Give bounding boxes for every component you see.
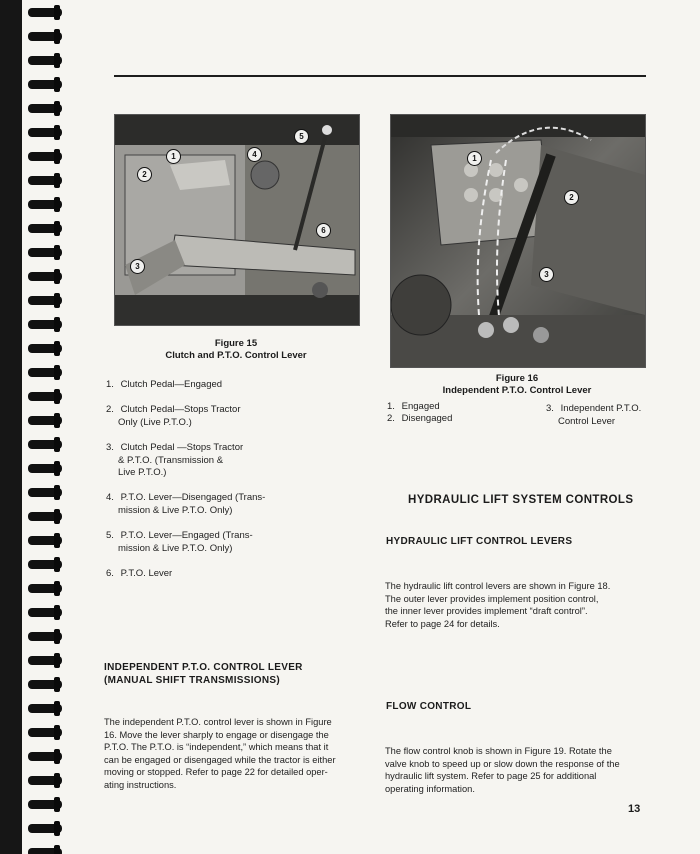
legend-item [546,403,641,428]
legend-item-number: 3. [546,403,554,414]
legend-item-number: 2. [106,404,114,415]
legend-item-number: 4. [106,492,114,503]
figure-15-callout: 1 [166,149,181,164]
figure-15-callout: 6 [316,223,331,238]
binding-ring [28,416,62,425]
legend-item-text: Clutch Pedal —Stops Tractor [120,442,244,453]
legend-item-number: 2. [387,413,395,424]
binding-ring [28,632,62,641]
binding-ring [28,608,62,617]
flow-control-paragraph [385,745,643,795]
paragraph-line: operating information. [385,783,475,794]
binding-ring [28,440,62,449]
binding-ring [28,320,62,329]
binding-ring [28,776,62,785]
paragraph-line: The outer lever provides implement position control, [385,593,599,604]
hydraulic-levers-heading: HYDRAULIC LIFT CONTROL LEVERS [386,536,573,547]
paragraph-line: Refer to page 24 for details. [385,618,500,629]
paragraph-line: ating instructions. [104,779,177,790]
legend-item-text: Only (Live P.T.O.) [118,416,192,428]
paragraph-line: The hydraulic lift control levers are shown in Figure 18. [385,581,611,591]
binding-ring [28,824,62,833]
paragraph-line: valve knob to speed up or slow down the response of the [385,758,620,769]
binding-ring [28,80,62,89]
figure-16-caption [390,373,644,397]
flow-control-heading: FLOW CONTROL [386,701,472,712]
binding-ring [28,680,62,689]
figure-15-callout: 5 [294,129,309,144]
pto-heading-line: INDEPENDENT P.T.O. CONTROL LEVER [104,662,303,673]
hydraulic-lift-heading: HYDRAULIC LIFT SYSTEM CONTROLS [408,494,634,506]
legend-item-text: P.T.O. Lever—Engaged (Trans- [120,530,253,541]
legend-item [106,442,243,480]
top-rule [114,75,646,77]
spiral-binding [0,0,66,854]
binding-ring [28,728,62,737]
figure-15-callout: 3 [130,259,145,274]
legend-item-text: Independent P.T.O. [560,403,642,414]
paragraph-line: The flow control knob is shown in Figure 19. Rotate the [385,746,612,756]
binding-ring [28,104,62,113]
binding-ring [28,488,62,497]
binding-ring [28,296,62,305]
legend-item [106,530,253,555]
figure-16-callout: 3 [539,267,554,282]
legend-item-number: 1. [387,401,395,412]
binding-ring [28,464,62,473]
legend-item-text: mission & Live P.T.O. Only) [118,542,233,554]
legend-item [106,404,241,429]
binding-ring [28,224,62,233]
legend-item [106,492,265,517]
binding-ring [28,536,62,545]
binding-ring [28,344,62,353]
paragraph-line: moving or stopped. Refer to page 22 for detailed oper- [104,767,328,778]
pto-heading-line: (MANUAL SHIFT TRANSMISSIONS) [104,675,280,686]
paragraph-line: the inner lever provides implement “draft control”. [385,606,588,617]
legend-item [106,379,222,392]
binding-ring [28,656,62,665]
figure-16-photo [390,114,646,368]
binding-ring [28,560,62,569]
legend-item-text: Clutch Pedal—Stops Tractor [120,404,241,415]
figure-16-title: Independent P.T.O. Control Lever [442,385,592,396]
legend-item-number: 1. [106,379,114,390]
binding-ring [28,368,62,377]
paragraph-line: hydraulic lift system. Refer to page 25 for additional [385,771,597,782]
binding-ring [28,800,62,809]
legend-item [106,568,172,581]
binding-ring [28,56,62,65]
binding-ring [28,752,62,761]
binding-ring [28,848,62,854]
figure-15-callout: 4 [247,147,262,162]
binding-ring [28,704,62,713]
figure-15-callout: 2 [137,167,152,182]
binding-ring [28,200,62,209]
binding-ring [28,512,62,521]
figure-16-callout: 2 [564,190,579,205]
legend-item-text: Clutch Pedal—Engaged [120,379,223,390]
binding-ring [28,8,62,17]
binding-ring [28,32,62,41]
binding-ring [28,128,62,137]
figure-15-number: Figure 15 [214,338,258,349]
legend-item-number: 5. [106,530,114,541]
figure-15-title: Clutch and P.T.O. Control Lever [165,350,307,361]
legend-item-text: P.T.O. Lever [120,568,173,579]
legend-item-number: 6. [106,568,114,579]
legend-item-text: mission & Live P.T.O. Only) [118,504,233,516]
legend-item-number: 3. [106,442,114,453]
binding-ring [28,272,62,281]
legend-item [387,413,452,426]
figure-15-caption [114,338,358,362]
pto-control-heading [104,661,303,687]
binding-ring [28,176,62,185]
binding-strip [0,0,22,854]
figure-16-number: Figure 16 [495,373,539,384]
legend-item [387,401,440,414]
legend-item-text: Disengaged [401,413,453,424]
legend-item-text: & P.T.O. (Transmission & [118,454,224,466]
binding-ring [28,392,62,401]
legend-item-text: Engaged [401,401,440,412]
hydraulic-levers-paragraph [385,580,643,630]
figure-15-photo [114,114,360,326]
page-number: 13 [628,803,641,815]
legend-item-text: Live P.T.O.) [118,467,167,478]
legend-item-text: Control Lever [558,415,616,427]
binding-ring [28,248,62,257]
pto-control-paragraph [104,716,360,792]
paragraph-line: The independent P.T.O. control lever is shown in Figure [104,717,332,727]
paragraph-line: P.T.O. The P.T.O. is “independent,” which means that it [104,742,329,753]
paragraph-line: can be engaged or disengaged while the tractor is either [104,754,336,765]
binding-ring [28,152,62,161]
paragraph-line: 16. Move the lever sharply to engage or disengage the [104,729,329,740]
binding-ring [28,584,62,593]
legend-item-text: P.T.O. Lever—Disengaged (Trans- [120,492,266,503]
figure-16-callout: 1 [467,151,482,166]
